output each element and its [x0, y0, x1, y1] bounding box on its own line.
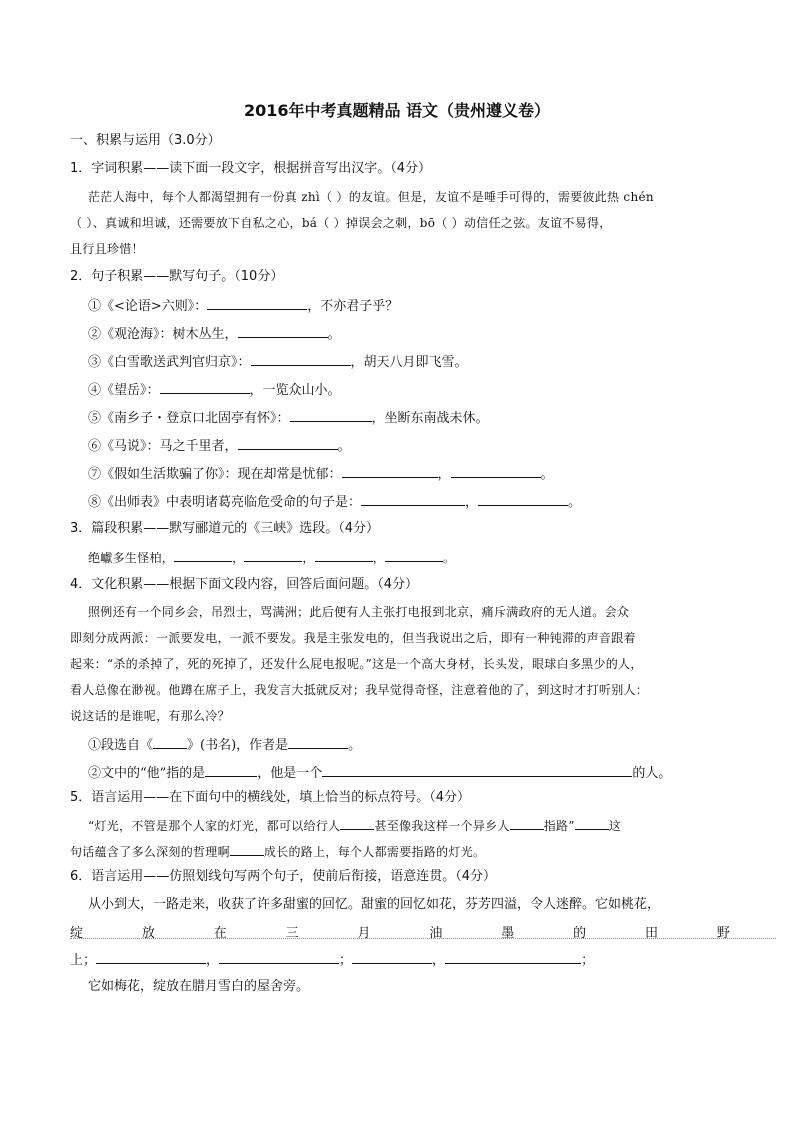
answer-blank[interactable]	[340, 817, 374, 830]
q4-sub-1-a: ①段选自《	[88, 738, 154, 753]
q6-line-3	[70, 951, 594, 969]
q6-heading: 6．语言运用——仿照划线句写两个句子，使前后衔接，语意连贯。（4分）	[70, 869, 497, 884]
answer-blank[interactable]	[288, 736, 348, 749]
answer-blank[interactable]	[575, 817, 609, 830]
q4-heading: 4．文化积累——根据下面文段内容，回答后面问题。（4分）	[70, 577, 419, 592]
q2-item-8-sep: ，	[465, 495, 479, 510]
q6-semi: ；	[581, 953, 595, 968]
q6-sep: ，	[206, 953, 220, 968]
q4-passage-line: 说这话的是谁呢，有那么冷？	[70, 709, 230, 723]
q6-char: 油	[429, 926, 443, 941]
q2-item-3-prefix: ③《白雪歌送武判官归京》：	[88, 355, 251, 370]
q2-item-7-sep: ，	[437, 467, 451, 482]
q5-text: 这	[608, 819, 622, 833]
q6-line-1: 从小到大，一路走来，收获了许多甜蜜的回忆。甜蜜的回忆如花，芬芳四溢，令人迷醉。它如桃花，	[88, 897, 661, 912]
answer-blank[interactable]	[238, 325, 328, 338]
q3-sep: ，	[372, 551, 386, 565]
q6-char: 三	[285, 926, 299, 941]
q3-heading: 3．篇段积累——默写郦道元的《三峡》选段。（4分）	[70, 521, 380, 536]
q2-item-2-prefix: ②《观沧海》：树木丛生，	[88, 327, 238, 342]
q3-sep: ，	[232, 551, 245, 565]
answer-blank[interactable]	[96, 951, 206, 964]
q6-char: 野	[716, 926, 730, 941]
q6-line-4: 它如梅花，绽放在腊月雪白的屋舍旁。	[88, 979, 310, 994]
q4-passage-line: 看人总像在渺视。他蹲在席子上，我发言大抵就反对；我早觉得奇怪，注意着他的了，到这时才打听别人：	[70, 683, 649, 697]
q3-sep: ，	[302, 551, 315, 565]
q1-heading: 1．字词积累——读下面一段文字，根据拼音写出汉字。（4分）	[70, 161, 432, 176]
q5-heading: 5．语言运用——在下面句中的横线处，填上恰当的标点符号。（4分）	[70, 790, 471, 805]
answer-blank[interactable]	[478, 493, 568, 506]
q2-item-1-suffix: ，不亦君子乎？	[307, 299, 399, 314]
q6-char: 绽	[70, 926, 84, 941]
q5-text: 句话蕴含了多么深刻的哲理啊	[70, 845, 230, 859]
q6-char: 田	[645, 926, 659, 941]
q4-sub-1-c: 。	[348, 738, 362, 753]
q2-item-4	[88, 381, 341, 399]
q2-item-8-prefix: ⑧《出师表》中表明诸葛亮临危受命的句子是：	[88, 495, 362, 510]
q2-item-6-suffix: 。	[337, 439, 351, 454]
q5-text: 指路”	[543, 819, 575, 833]
q2-item-7-end: 。	[540, 467, 554, 482]
q5-text: 甚至像我这样一个异乡人	[374, 819, 510, 833]
answer-blank[interactable]	[451, 465, 541, 478]
q2-item-5-prefix: ⑤《南乡子・登京口北固亭有怀》：	[88, 411, 290, 426]
q2-item-6-prefix: ⑥《马说》：马之千里者，	[88, 439, 238, 454]
q4-sub-2-b: ，他是一个	[257, 766, 323, 781]
answer-blank[interactable]	[207, 297, 307, 310]
q2-heading: 2．句子积累——默写句子。（10分）	[70, 269, 284, 284]
q5-line-2	[70, 843, 485, 860]
q6-char: 放	[141, 926, 155, 941]
answer-blank[interactable]	[174, 549, 232, 562]
q2-item-8-end: 。	[568, 495, 582, 510]
answer-blank[interactable]	[342, 465, 438, 478]
q1-line-1: 茫茫人海中，每个人都渴望拥有一份真 zhì（ ）的友谊。但是，友谊不是唾手可得的，需要彼此热 chén	[88, 190, 654, 204]
q2-item-2-suffix: 。	[327, 327, 341, 342]
q2-item-3	[88, 353, 468, 371]
q6-char: 的	[573, 926, 587, 941]
q2-item-4-prefix: ④《望岳》：	[88, 383, 160, 398]
q5-text: 成长的路上，每个人都需要指路的灯光。	[263, 845, 486, 859]
q2-item-5	[88, 409, 489, 427]
q4-sub-1	[88, 736, 361, 754]
q2-item-2	[88, 325, 341, 343]
q2-item-1-prefix: ①《<论语>六则》：	[88, 299, 208, 314]
q1-line-2: （ ）、真诚和坦诚，还需要放下自私之心，bá（ ）掉误会之刺，bō（ ）动信任之弦。友谊不易得，	[70, 216, 612, 230]
q2-item-7	[88, 465, 554, 483]
q2-item-6	[88, 437, 351, 455]
q4-sub-2	[88, 764, 671, 782]
answer-blank[interactable]	[361, 493, 465, 506]
wavy-underline	[70, 938, 776, 939]
q1-line-3: 且行且珍惜！	[70, 242, 144, 256]
answer-blank[interactable]	[510, 817, 544, 830]
q4-passage-line: 照例还有一个同乡会，吊烈士，骂满洲；此后便有人主张打电报到北京，痛斥满政府的无人道。会众	[88, 605, 630, 619]
q2-item-5-suffix: ，坐断东南战未休。	[371, 411, 489, 426]
q2-item-4-suffix: ，一览众山小。	[249, 383, 341, 398]
answer-blank[interactable]	[322, 764, 632, 777]
q6-char: 墨	[501, 926, 515, 941]
q6-char: 月	[357, 926, 371, 941]
q5-text: “灯光，不管是那个人家的灯光，都可以给行人	[88, 819, 341, 833]
answer-blank[interactable]	[385, 549, 443, 562]
q6-semi: ；	[339, 953, 353, 968]
q6-char: 在	[213, 926, 227, 941]
q2-item-7-prefix: ⑦《假如生活欺骗了你》：现在却常是忧郁：	[88, 467, 342, 482]
answer-blank[interactable]	[238, 437, 338, 450]
page-title: 2016年中考真题精品 语文（贵州遵义卷）	[243, 101, 551, 120]
answer-blank[interactable]	[244, 549, 302, 562]
q2-item-1	[88, 297, 398, 315]
answer-blank[interactable]	[352, 951, 432, 964]
q4-passage-line: 即刻分成两派：一派要发电，一派不要发。我是主张发电的，但当我说出之后，即有一种钝滞的声音跟着	[70, 631, 636, 645]
answer-blank[interactable]	[205, 764, 257, 777]
q3-end: 。	[443, 551, 456, 565]
q4-sub-2-a: ②文中的“他”指的是	[88, 766, 206, 781]
answer-blank[interactable]	[219, 951, 339, 964]
q5-line-1	[88, 817, 621, 834]
q6-text: 上；	[70, 953, 97, 968]
section-heading: 一、积累与运用（3.0分）	[70, 133, 221, 148]
answer-blank[interactable]	[160, 381, 250, 394]
answer-blank[interactable]	[251, 353, 351, 366]
q3-answer-line	[88, 549, 455, 566]
answer-blank[interactable]	[153, 736, 187, 749]
q2-item-8	[88, 493, 581, 511]
q4-sub-2-c: 的人。	[632, 766, 672, 781]
answer-blank[interactable]	[315, 549, 373, 562]
answer-blank[interactable]	[445, 951, 581, 964]
q6-sep: ，	[432, 953, 446, 968]
q2-item-3-suffix: ，胡天八月即飞雪。	[350, 355, 468, 370]
answer-blank[interactable]	[230, 843, 264, 856]
q3-prompt: 绝巘多生怪柏，	[88, 551, 175, 565]
q4-sub-1-b: 》(书名)，作者是	[187, 738, 289, 753]
q4-passage-line: 起来：“杀的杀掉了，死的死掉了，还发什么屁电报呢。”这是一个高大身材，长头发，眼球白多黑少的人，	[70, 657, 643, 671]
answer-blank[interactable]	[290, 409, 372, 422]
